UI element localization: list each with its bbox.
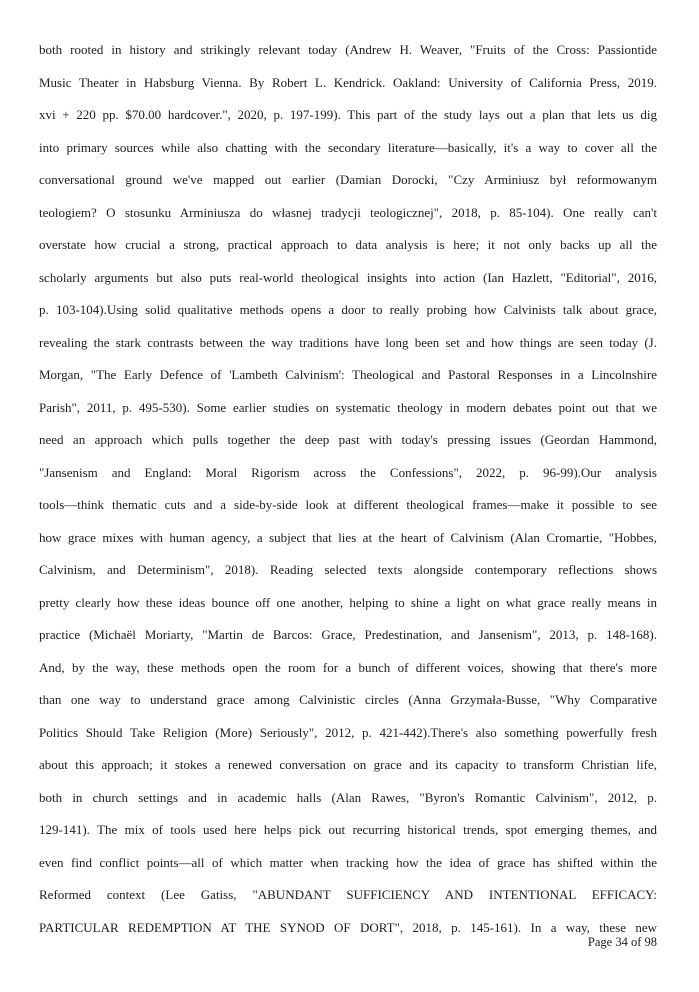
text-line: Parish", 2011, p. 495-530). Some earlier studies on systematic theology in modern debates point out that we: [39, 399, 657, 415]
text-line: need an approach which pulls together the deep past with today's pressing issues (Geordan Hammond,: [39, 432, 657, 447]
text-line: overstate how crucial a strong, practical approach to data analysis is here; it not only backs up all the: [39, 237, 657, 252]
document-body: [39, 34, 657, 944]
text-line: into primary sources while also chatting with the secondary literature—basically, it's a way to cover all the: [39, 139, 657, 155]
text-line: even find conflict points—all of which matter when tracking how the idea of grace has shifted within the: [39, 854, 657, 870]
text-line: conversational ground we've mapped out earlier (Damian Dorocki, "Czy Arminiusz był reformowanym: [39, 172, 657, 187]
text-line: p. 103-104).Using solid qualitative methods opens a door to really probing how Calvinists talk about grace,: [39, 302, 657, 317]
page-number: Page 34 of 98: [587, 935, 657, 949]
text-line: And, by the way, these methods open the room for a bunch of different voices, showing that there's more: [39, 659, 657, 675]
text-line: practice (Michaël Moriarty, "Martin de Barcos: Grace, Predestination, and Jansenism", 2013, p. 148-168).: [39, 627, 657, 642]
text-line: pretty clearly how these ideas bounce off one another, helping to shine a light on what grace really means in: [39, 594, 657, 610]
text-line: Reformed context (Lee Gatiss, "ABUNDANT SUFFICIENCY AND INTENTIONAL EFFICACY:: [39, 887, 657, 902]
text-line: revealing the stark contrasts between the way traditions have long been set and how things are seen today (J.: [39, 334, 657, 350]
text-line: both in church settings and in academic halls (Alan Rawes, "Byron's Romantic Calvinism", 2012, p.: [39, 789, 657, 805]
text-line: about this approach; it stokes a renewed conversation on grace and its capacity to transform Christian life,: [39, 757, 657, 772]
text-line: tools—think thematic cuts and a side-by-side look at different theological frames—make it possible to see: [39, 497, 657, 512]
text-line: than one way to understand grace among Calvinistic circles (Anna Grzymała-Busse, "Why Comparative: [39, 692, 657, 707]
text-line: 129-141). The mix of tools used here helps pick out recurring historical trends, spot emerging themes, and: [39, 822, 657, 837]
text-line: PARTICULAR REDEMPTION AT THE SYNOD OF DORT", 2018, p. 145-161). In a way, these new: [39, 919, 657, 935]
text-line: Calvinism, and Determinism", 2018). Reading selected texts alongside contemporary reflections shows: [39, 562, 657, 577]
text-line: how grace mixes with human agency, a subject that lies at the heart of Calvinism (Alan Cromartie, "Hobbes,: [39, 529, 657, 545]
text-line: teologiem? O stosunku Arminiusza do własnej tradycji teologicznej", 2018, p. 85-104). One really can't: [39, 204, 657, 220]
text-line: Politics Should Take Religion (More) Seriously", 2012, p. 421-442).There's also something powerfully fresh: [39, 724, 657, 740]
text-line: xvi + 220 pp. $70.00 hardcover.", 2020, p. 197-199). This part of the study lays out a plan that lets us dig: [39, 107, 657, 122]
text-line: scholarly arguments but also puts real-world theological insights into action (Ian Hazlett, "Editorial", 2016,: [39, 269, 657, 285]
text-line: both rooted in history and strikingly relevant today (Andrew H. Weaver, "Fruits of the Cross: Passiontide: [39, 42, 657, 57]
text-line: "Jansenism and England: Moral Rigorism across the Confessions", 2022, p. 96-99).Our analysis: [39, 464, 657, 480]
text-line: Music Theater in Habsburg Vienna. By Robert L. Kendrick. Oakland: University of California Press, 2019.: [39, 74, 657, 90]
text-line: Morgan, "The Early Defence of 'Lambeth Calvinism': Theological and Pastoral Responses in a Lincolnshire: [39, 367, 657, 382]
